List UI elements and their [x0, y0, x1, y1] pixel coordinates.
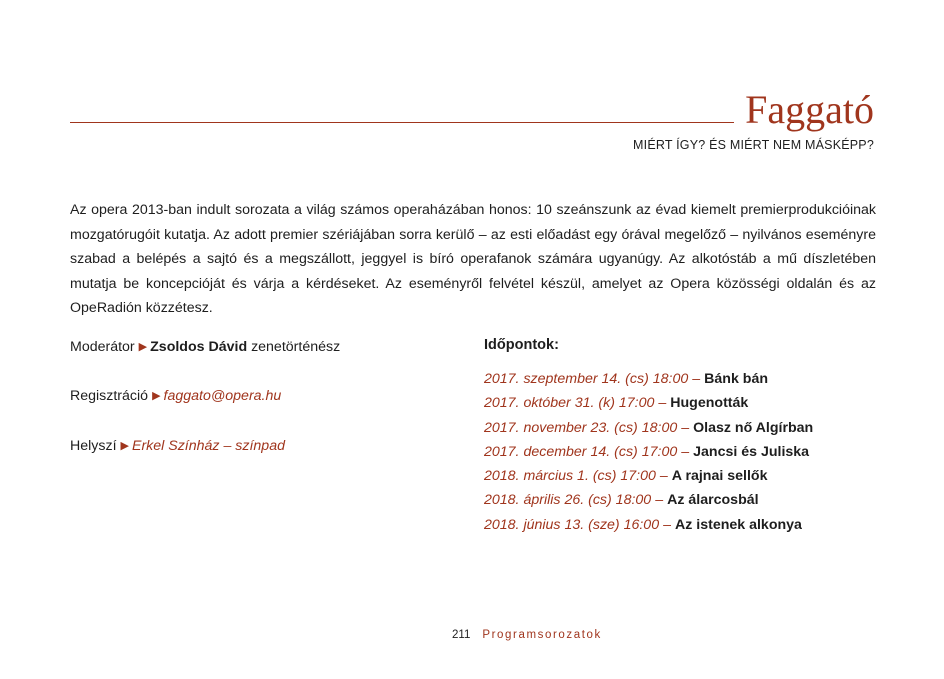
intro-paragraph: Az opera 2013-ban indult sorozata a világ számos operaházában honos: 10 szeánszunk az évad kiemelt premierprodukcióinak mozgatórugóit kutatja. Az adott premier szériájában sorra kerülő – az esti előadást egy órával megelőző – nyilvános eseményre szabad a belépés a sajtó és a megszállott, jeggyel is bíró operafanok számára ugyanúgy. Az alkotóstáb a mű díszletében mutatja be koncepcióját és várja a kérdéseket. Az eseményről felvétel készül, amelyet az Opera közösségi oldalán és az OpeRadión közzétesz. [70, 202, 876, 317]
schedule-item [484, 416, 813, 440]
schedule-dash: – [659, 468, 668, 485]
schedule-dash: – [663, 516, 671, 533]
schedule-item [484, 464, 813, 488]
schedule-item [484, 513, 813, 537]
page-title: Faggató [745, 87, 874, 132]
schedule-item [484, 391, 813, 415]
page-number: 211 [452, 629, 471, 641]
schedule-heading: Időpontok: [484, 337, 559, 353]
schedule-title: Az álarcosbál [667, 492, 759, 509]
registration-label: Regisztráció [70, 388, 149, 404]
schedule-title: Jancsi és Juliska [693, 443, 810, 460]
arrow-right-icon: ▶ [152, 390, 161, 402]
moderator-label: Moderátor [70, 339, 135, 355]
schedule-date: 2017. október 31. (k) 17:00 [484, 395, 655, 412]
registration-email-link[interactable]: faggato@opera.hu [163, 388, 282, 404]
schedule-dash: – [681, 419, 690, 436]
schedule-title: Az istenek alkonya [674, 516, 802, 533]
schedule-list [484, 367, 813, 537]
schedule-date: 2017. december 14. (cs) 17:00 [484, 443, 678, 460]
schedule-dash: – [658, 395, 667, 412]
schedule-date: 2018. április 26. (cs) 18:00 [484, 492, 652, 509]
moderator-role: zenetörténész [251, 339, 341, 355]
registration-row [70, 386, 281, 407]
venue-row [70, 436, 285, 457]
schedule-dash: – [692, 371, 701, 387]
schedule-date: 2017. november 23. (cs) 18:00 [484, 419, 678, 436]
page-subtitle: MIÉRT ÍGY? ÉS MIÉRT NEM MÁSKÉPP? [633, 138, 874, 152]
arrow-right-icon: ▶ [120, 440, 129, 452]
schedule-dash: – [655, 492, 664, 509]
schedule-item [484, 367, 813, 391]
section-name: Programsorozatok [482, 629, 602, 641]
title-rule [70, 122, 734, 123]
schedule-title: Olasz nő Algírban [693, 419, 814, 436]
schedule-title: Bánk bán [704, 371, 769, 387]
schedule-date: 2018. március 1. (cs) 17:00 [484, 468, 656, 485]
schedule-title: A rajnai sellők [671, 468, 768, 485]
schedule-item [484, 440, 813, 464]
schedule-dash: – [681, 443, 690, 460]
schedule-item [484, 488, 813, 512]
page-footer [452, 627, 602, 643]
moderator-row [70, 337, 340, 358]
arrow-right-icon: ▶ [138, 341, 148, 353]
moderator-name: Zsoldos Dávid [150, 339, 248, 355]
venue-name: Erkel Színház – színpad [131, 438, 285, 454]
schedule-title: Hugenották [670, 395, 749, 412]
venue-label: Helyszí [70, 438, 117, 454]
schedule-date: 2017. szeptember 14. (cs) 18:00 [484, 371, 689, 387]
schedule-date: 2018. június 13. (sze) 16:00 [484, 516, 660, 533]
